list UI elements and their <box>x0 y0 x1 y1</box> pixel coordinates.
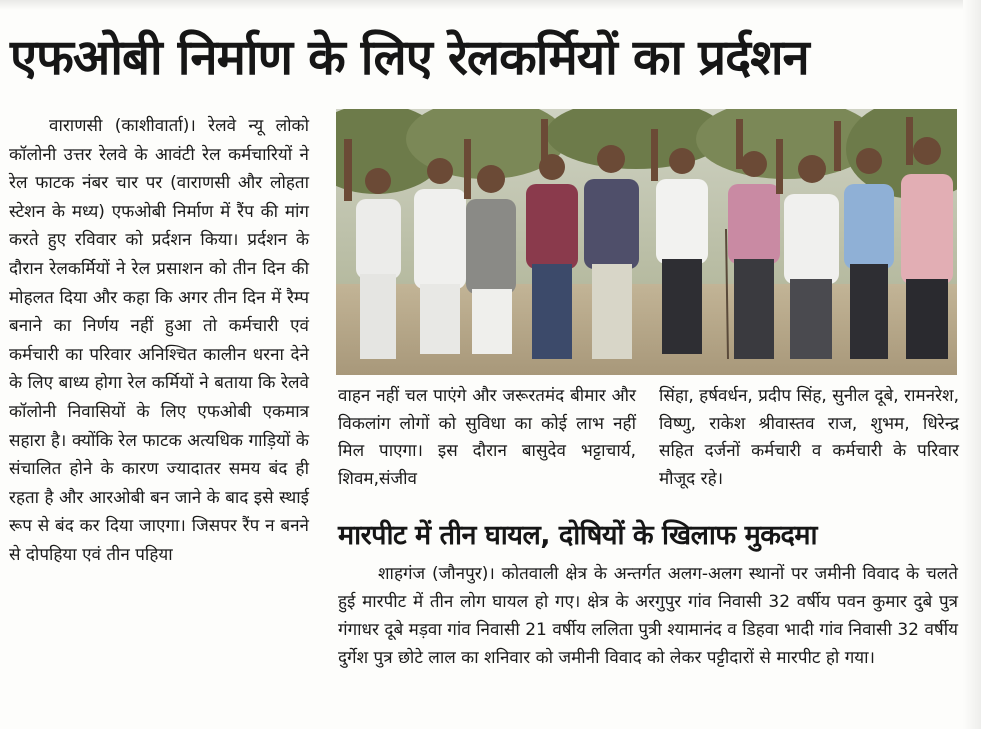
page-top-edge <box>0 0 981 10</box>
second-story-headline: मारपीट में तीन घायल, दोषियों के खिलाफ मुकदमा <box>338 520 817 551</box>
main-story-column-left: वाराणसी (काशीवार्ता)। रेलवे न्यू लोको कॉलोनी उत्तर रेलवे के आवंटी रेल कर्मचारियों ने रेल फाटक नंबर चार पर (वाराणसी और लोहता स्टेशन के मध्य) एफओबी निर्माण में रैंप की मांग करते हुए रविवार को प्रर्दशन किया। प्रर्दशन के दौरान रेलकर्मियों ने रेल प्रसाशन को तीन दिन की मोहलत दिया और कहा कि अगर तीन दिन में रैम्प बनाने का निर्णय नहीं हुआ तो कर्मचारी एवं कर्मचारी का परिवार अनिश्चित कालीन धरना देने के लिए बाध्य होगा रेल कर्मियों ने बताया कि रेलवे कॉलोनी निवासियों के लिए एफओबी एकमात्र सहारा है। क्योंकि रेल फाटक अत्यधिक गाड़ियों के संचालित होने के कारण ज्यादातर समय बंद ही रहता है और आरओबी बन जाने के बाद इसे स्थाई रूप से बंद कर दिया जाएगा। जिसपर रैंप न बनने से दोपहिया एवं तीन पहिया <box>9 116 309 565</box>
main-story-column-right: सिंहा, हर्षवर्धन, प्रदीप सिंह, सुनील दूबे, रामनरेश, विष्णु, राकेश श्रीवास्तव राज, शुभम, धिरेन्द्र सहित दर्जनों कर्मचारी व कर्मचारी के परिवार मौजूद रहे। <box>659 386 959 489</box>
main-story-column-middle: वाहन नहीं चल पाएंगे और जरूरतमंद बीमार और विकलांग लोगों को सुविधा का कोई लाभ नहीं मिल पाएगा। इस दौरान बासुदेव भट्टाचार्य, शिवम,संजीव <box>338 386 636 489</box>
main-headline: एफओबी निर्माण के लिए रेलकर्मियों का प्रर्दशन <box>10 29 809 86</box>
page-right-edge <box>963 0 981 729</box>
protest-photo <box>336 109 957 375</box>
second-story-body: शाहगंज (जौनपुर)। कोतवाली क्षेत्र के अन्तर्गत अलग-अलग स्थानों पर जमीनी विवाद के चलते हुई मारपीट में तीन लोग घायल हो गए। क्षेत्र के अरगुपुर गांव निवासी 32 वर्षीय पवन कुमार दुबे पुत्र गंगाधर दूबे मड़वा गांव निवासी 21 वर्षीय ललिता पुत्री श्यामानंद व डिहवा भादी गांव निवासी 32 वर्षीय दुर्गेश पुत्र छोटे लाल का शनिवार को जमीनी विवाद को लेकर पट्टीदारों से मारपीट हो गया। <box>338 564 958 668</box>
protest-photo-illustration <box>336 109 957 375</box>
